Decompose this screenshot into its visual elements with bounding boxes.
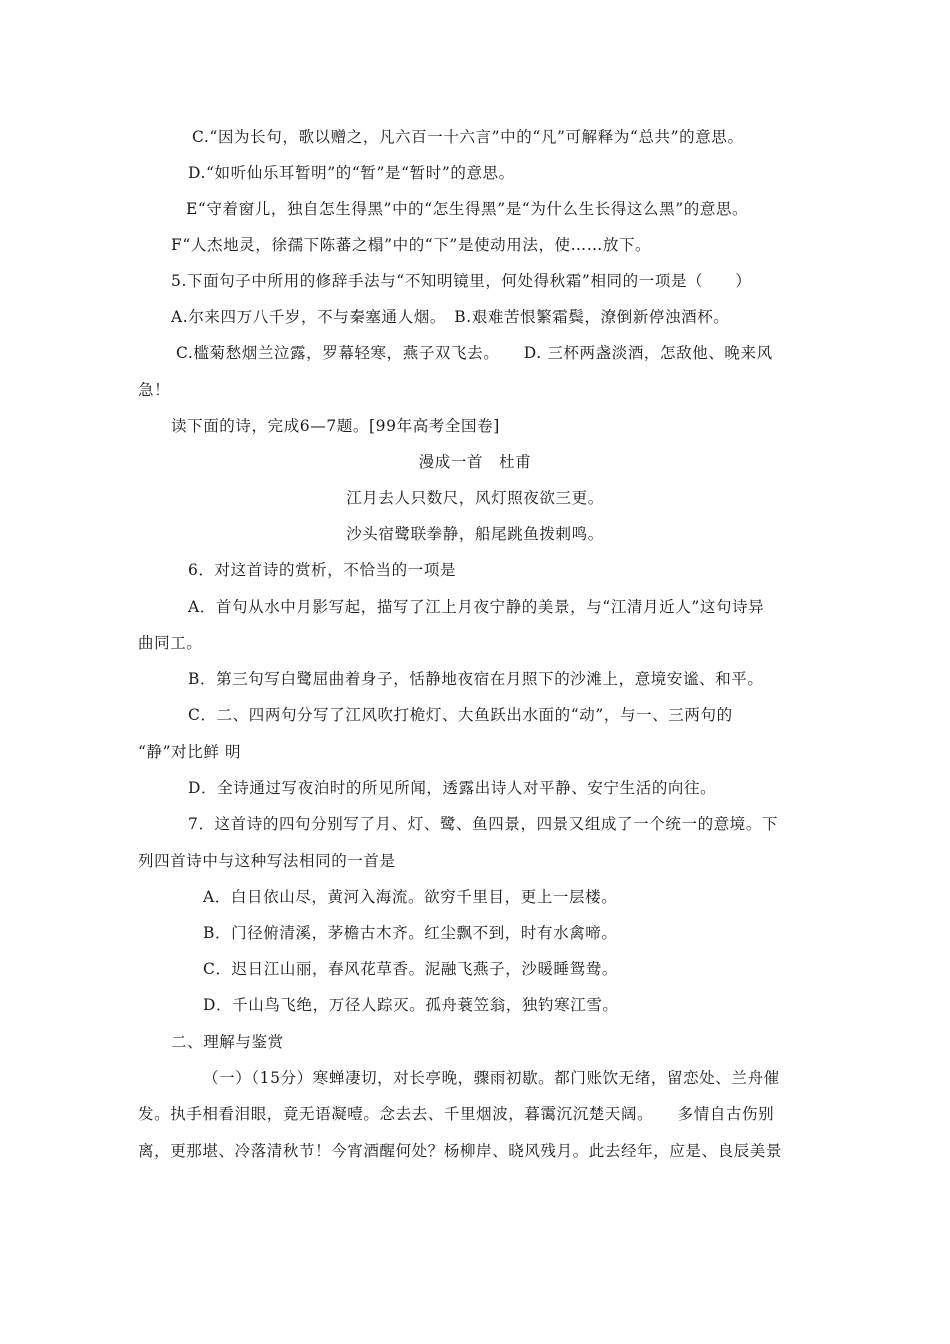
q7-option-c-line: C．迟日江山丽，春风花草香。泥融飞燕子，沙暖睡鸳鸯。 bbox=[203, 960, 618, 978]
option-d-line: D.“如听仙乐耳暂明”的“暂”是“暂时”的意思。 bbox=[188, 164, 515, 182]
q7-option-d-line: D．千山鸟飞绝，万径人踪灭。孤舟蓑笠翁，独钓寒江雪。 bbox=[203, 996, 619, 1014]
q6-option-b-line: B．第三句写白鹭屈曲着身子，恬静地夜宿在月照下的沙滩上，意境安谧、和平。 bbox=[188, 670, 764, 688]
q7-option-b-line: B．门径俯清溪，茅檐古木齐。红尘飘不到，时有水禽啼。 bbox=[203, 924, 618, 942]
question-7-line: 7．这首诗的四句分别写了月、灯、鹭、鱼四景，四景又组成了一个统一的意境。下 bbox=[188, 815, 779, 833]
poem-title: 漫成一首 杜甫 bbox=[418, 453, 532, 471]
option-f-line: F“人杰地灵，徐孺下陈蕃之榻”中的“下”是使动用法，使……放下。 bbox=[171, 236, 652, 254]
option-c-line: C.“因为长句，歌以赠之，凡六百一十六言”中的“凡”可解释为“总共”的意思。 bbox=[192, 128, 744, 146]
section-2-heading: 二、理解与鉴赏 bbox=[171, 1033, 284, 1051]
q6-option-a-continuation: 曲同工。 bbox=[138, 634, 203, 652]
q5-options-cd-line: C.槛菊愁烟兰泣露，罗幕轻寒，燕子双飞去。 D. 三杯两盏淡酒，怎敌他、晚来风 bbox=[176, 344, 773, 362]
q6-option-c-continuation: “静”对比鲜 明 bbox=[138, 743, 242, 761]
reading-instruction: 读下面的诗，完成6—7题。[99年高考全国卷] bbox=[171, 417, 500, 435]
q7-option-a-line: A．白日依山尽，黄河入海流。欲穷千里目，更上一层楼。 bbox=[203, 888, 618, 906]
passage-line-3: 离，更那堪、冷落清秋节！今宵酒醒何处？杨柳岸、晓风残月。此去经年，应是、良辰美景 bbox=[138, 1142, 783, 1160]
poem-line-1: 江月去人只数尺，风灯照夜欲三更。 bbox=[346, 489, 604, 507]
question-7-continuation: 列四首诗中与这种写法相同的一首是 bbox=[138, 852, 396, 870]
poem-line-2: 沙头宿鹭联拳静，船尾跳鱼拨剌鸣。 bbox=[346, 525, 604, 543]
q5-options-ab-line: A.尔来四万八千岁，不与秦塞通人烟。 B.艰难苦恨繁霜鬓，潦倒新停浊酒杯。 bbox=[171, 308, 730, 326]
question-5-line: 5.下面句子中所用的修辞手法与“不知明镜里，何处得秋霜”相同的一项是（ ） bbox=[171, 272, 752, 290]
q6-option-a-line: A．首句从水中月影写起，描写了江上月夜宁静的美景，与“江清月近人”这句诗异 bbox=[188, 598, 765, 616]
q6-option-c-line: C．二、四两句分写了江风吹打桅灯、大鱼跃出水面的“动”，与一、三两句的 bbox=[188, 706, 733, 724]
option-e-line: E“守着窗儿，独自怎生得黑”中的“怎生得黑”是“为什么生长得这么黑”的意思。 bbox=[186, 200, 749, 218]
q6-option-d-line: D．全诗通过写夜泊时的所见所闻，透露出诗人对平静、安宁生活的向往。 bbox=[188, 779, 717, 797]
q5-options-cd-continuation: 急！ bbox=[138, 381, 171, 399]
passage-line-1: （一）（15分）寒蝉凄切，对长亭晚，骤雨初歇。都门账饮无绪，留恋处、兰舟催 bbox=[203, 1069, 780, 1087]
question-6-line: 6．对这首诗的赏析，不恰当的一项是 bbox=[188, 561, 457, 579]
passage-line-2: 发。执手相看泪眼，竟无语凝噎。念去去、千里烟波，暮霭沉沉楚天阔。 多情自古伤别 bbox=[138, 1105, 775, 1123]
